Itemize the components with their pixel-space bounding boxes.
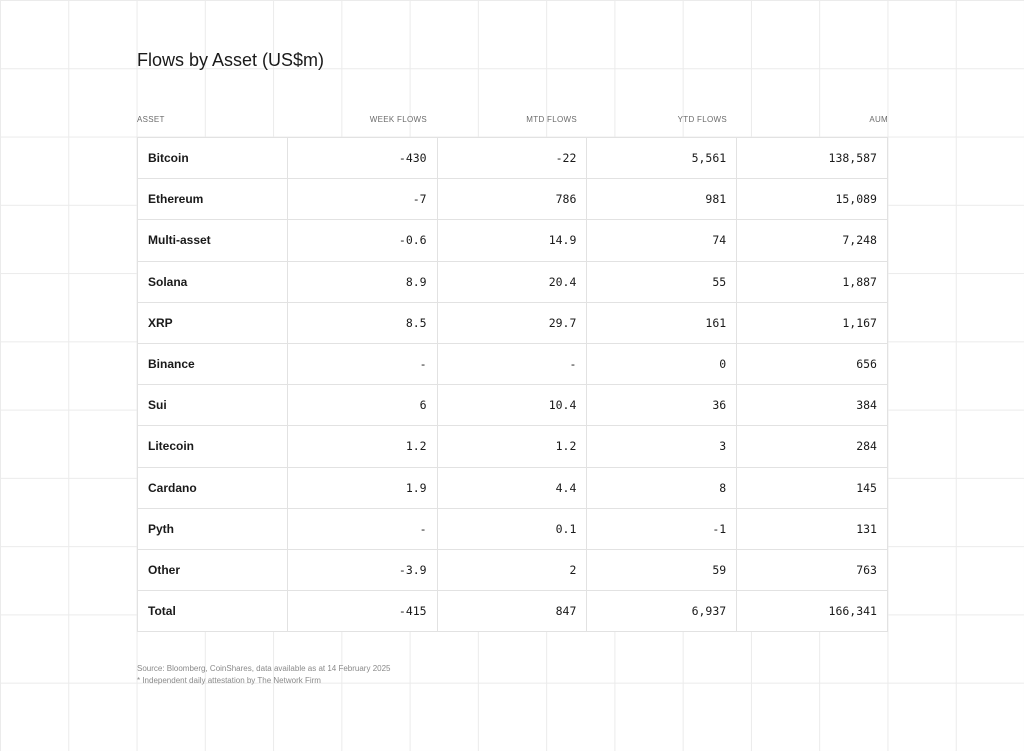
- ytd-flows-value: 3: [587, 426, 737, 466]
- asset-name: XRP: [138, 303, 288, 343]
- ytd-flows-value: 59: [587, 550, 737, 590]
- column-header-week-flows: WEEK FLOWS: [369, 115, 427, 124]
- week-flows-value: -3.9: [288, 550, 438, 590]
- aum-value: 284: [737, 426, 888, 466]
- aum-value: 1,167: [737, 303, 888, 343]
- mtd-flows-value: -22: [438, 138, 588, 178]
- source-note: Source: Bloomberg, CoinShares, data available as at 14 February 2025: [137, 664, 391, 673]
- mtd-flows-value: 10.4: [438, 385, 588, 425]
- week-flows-value: -430: [288, 138, 438, 178]
- table-row: [138, 344, 888, 385]
- flows-table: [137, 102, 888, 632]
- column-header-aum: AUM: [869, 115, 888, 124]
- week-flows-value: -: [288, 509, 438, 549]
- aum-value: 384: [737, 385, 888, 425]
- table-total-row: [138, 591, 888, 632]
- week-flows-value: -415: [288, 591, 438, 631]
- mtd-flows-value: 0.1: [438, 509, 588, 549]
- aum-value: 138,587: [737, 138, 888, 178]
- week-flows-value: 8.9: [288, 262, 438, 302]
- aum-value: 145: [737, 468, 888, 508]
- ytd-flows-value: 6,937: [587, 591, 737, 631]
- asset-name: Sui: [138, 385, 288, 425]
- mtd-flows-value: 786: [438, 179, 588, 219]
- table-row: [138, 303, 888, 344]
- mtd-flows-value: 20.4: [438, 262, 588, 302]
- ytd-flows-value: 8: [587, 468, 737, 508]
- ytd-flows-value: -1: [587, 509, 737, 549]
- column-header-asset: ASSET: [137, 115, 165, 124]
- asset-name: Other: [138, 550, 288, 590]
- table-row: [138, 426, 888, 467]
- table-row: [138, 262, 888, 303]
- table-row: [138, 550, 888, 591]
- table-header: [137, 102, 888, 137]
- mtd-flows-value: 29.7: [438, 303, 588, 343]
- table-row: [138, 138, 888, 179]
- attestation-note: * Independent daily attestation by The Network Firm: [137, 675, 321, 685]
- ytd-flows-value: 74: [587, 220, 737, 260]
- mtd-flows-value: 4.4: [438, 468, 588, 508]
- table-row: [138, 509, 888, 550]
- asset-name: Litecoin: [138, 426, 288, 466]
- asset-name: Binance: [138, 344, 288, 384]
- column-header-ytd-flows: YTD FLOWS: [677, 115, 727, 124]
- asset-name: Total: [138, 591, 288, 631]
- asset-name: Cardano: [138, 468, 288, 508]
- table-row: [138, 385, 888, 426]
- aum-value: 15,089: [737, 179, 888, 219]
- week-flows-value: 8.5: [288, 303, 438, 343]
- aum-value: 166,341: [737, 591, 888, 631]
- asset-name: Multi-asset: [138, 220, 288, 260]
- ytd-flows-value: 55: [587, 262, 737, 302]
- asset-name: Solana: [138, 262, 288, 302]
- aum-value: 7,248: [737, 220, 888, 260]
- table-row: [138, 468, 888, 509]
- column-header-mtd-flows: MTD FLOWS: [526, 115, 577, 124]
- asset-name: Pyth: [138, 509, 288, 549]
- week-flows-value: -: [288, 344, 438, 384]
- ytd-flows-value: 161: [587, 303, 737, 343]
- aum-value: 763: [737, 550, 888, 590]
- mtd-flows-value: 14.9: [438, 220, 588, 260]
- aum-value: 1,887: [737, 262, 888, 302]
- week-flows-value: 1.2: [288, 426, 438, 466]
- ytd-flows-value: 36: [587, 385, 737, 425]
- asset-name: Bitcoin: [138, 138, 288, 178]
- week-flows-value: -0.6: [288, 220, 438, 260]
- aum-value: 131: [737, 509, 888, 549]
- mtd-flows-value: -: [438, 344, 588, 384]
- asset-name: Ethereum: [138, 179, 288, 219]
- week-flows-value: 6: [288, 385, 438, 425]
- table-body: [137, 137, 888, 632]
- mtd-flows-value: 2: [438, 550, 588, 590]
- ytd-flows-value: 981: [587, 179, 737, 219]
- ytd-flows-value: 5,561: [587, 138, 737, 178]
- week-flows-value: 1.9: [288, 468, 438, 508]
- aum-value: 656: [737, 344, 888, 384]
- mtd-flows-value: 1.2: [438, 426, 588, 466]
- ytd-flows-value: 0: [587, 344, 737, 384]
- table-row: [138, 220, 888, 261]
- table-row: [138, 179, 888, 220]
- mtd-flows-value: 847: [438, 591, 588, 631]
- footnotes: [137, 663, 390, 686]
- week-flows-value: -7: [288, 179, 438, 219]
- page-title: Flows by Asset (US$m): [137, 50, 325, 70]
